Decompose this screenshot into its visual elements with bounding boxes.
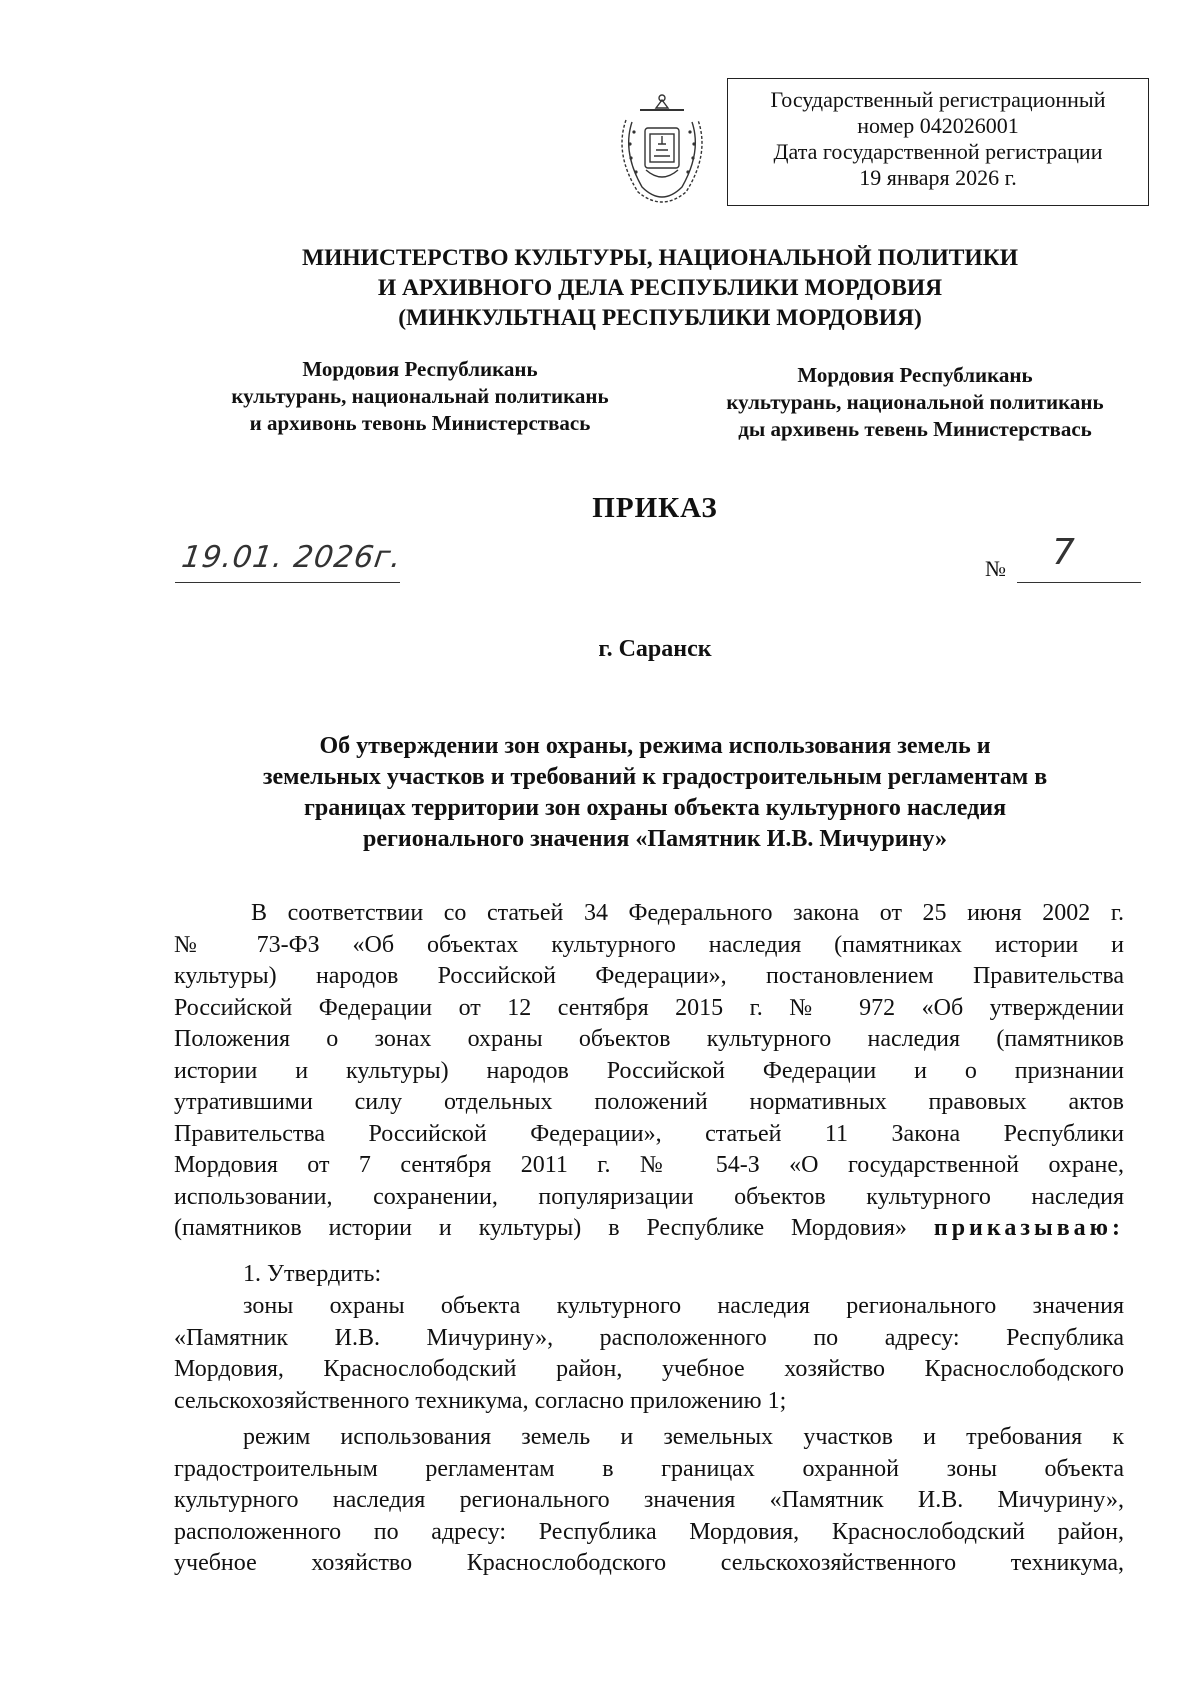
text-line: утратившими силу отдельных положений нормативных правовых актов [174,1089,1124,1115]
text-line: Российской Федерации от 12 сентября 2015 г. № 972 «Об утверждении [174,994,1124,1021]
order-date-handwritten: 19.01. 2026г. [179,540,405,575]
text-line: № 73-ФЗ «Об объектах культурного наследия (памятниках истории и [174,931,1124,958]
number-underline [1017,582,1141,583]
moksha-line2: культурань, национальнай политикань [231,384,609,408]
order-title: ПРИКАЗ [592,492,718,524]
ministry-header [200,243,1120,333]
ministry-name-moksha [185,356,655,437]
text-line: «Памятник И.В. Мичурину», расположенного по адресу: Республика [174,1324,1124,1351]
text-line: В соответствии со статьей 34 Федерального закона от 25 июня 2002 г. [251,900,1124,926]
document-title [190,731,1120,855]
text-line: Мордовия, Краснослободский район, учебное хозяйство Краснослободского [174,1356,1124,1382]
order-number-label: № [985,556,1006,581]
text-line: истории и культуры) народов Российской Федерации и о признании [174,1057,1124,1084]
order-verb: приказываю: [933,1215,1125,1241]
text-line: зоны охраны объекта культурного наследия регионального значения [243,1293,1124,1319]
registration-number: номер 042026001 [857,113,1019,138]
ministry-name-erzya [690,362,1140,443]
title-line4: регионального значения «Памятник И.В. Мичурину» [363,826,947,852]
text-line: расположенного по адресу: Республика Мордовия, Краснослободский район, [174,1518,1124,1545]
text-line: культурного наследия регионального значения «Памятник И.В. Мичурину», [174,1487,1124,1513]
item-1 [174,1259,1124,1291]
coat-of-arms-emblem [612,92,712,210]
text-line: учебное хозяйство Краснослободского сельскохозяйственного техникума, [174,1550,1124,1576]
moksha-line1: Мордовия Республикань [302,357,538,381]
erzya-line2: культурань, национальной политикань [726,390,1104,414]
ministry-line2: И АРХИВНОГО ДЕЛА РЕСПУБЛИКИ МОРДОВИЯ [377,275,943,301]
registration-line1: Государственный регистрационный [770,87,1106,112]
land-use-regime-paragraph [174,1422,1124,1580]
title-line2: земельных участков и требований к градостроительным регламентам в [262,764,1048,790]
text-line: Мордовия от 7 сентября 2011 г. № 54-З «О государственной охране, [174,1152,1124,1178]
registration-date: 19 января 2026 г. [859,165,1017,190]
preamble-paragraph [174,898,1124,1245]
text-line [174,1213,1124,1245]
registration-box [727,78,1149,206]
text-line: градостроительным регламентам в границах охранной зоны объекта [174,1455,1124,1482]
item-1-label: 1. Утвердить: [243,1261,382,1287]
preamble-last-text: (памятников истории и культуры) в Республике Мордовия» [174,1215,907,1241]
text-line: культуры) народов Российской Федерации», постановлением Правительства [174,963,1124,989]
text-line: Положения о зонах охраны объектов культурного наследия (памятников [174,1026,1124,1052]
ministry-line3: (МИНКУЛЬТНАЦ РЕСПУБЛИКИ МОРДОВИЯ) [398,305,922,331]
erzya-line3: ды архивень тевень Министерствась [738,417,1092,441]
text-line: использовании, сохранении, популяризации объектов культурного наследия [174,1183,1124,1210]
date-underline [175,582,400,583]
protection-zones-paragraph [174,1291,1124,1417]
text-line: Правительства Российской Федерации», статьей 11 Закона Республики [174,1120,1124,1147]
order-city: г. Саранск [598,636,712,662]
order-number-handwritten: 7 [1052,532,1075,573]
ministry-line1: МИНИСТЕРСТВО КУЛЬТУРЫ, НАЦИОНАЛЬНОЙ ПОЛИТИКИ [301,245,1019,271]
title-line1: Об утверждении зон охраны, режима использования земель и [319,733,991,759]
text-line: режим использования земель и земельных участков и требования к [243,1424,1124,1450]
moksha-line3: и архивонь тевонь Министерствась [249,411,591,435]
text-line: сельскохозяйственного техникума, согласно приложению 1; [174,1387,787,1414]
erzya-line1: Мордовия Республикань [797,363,1033,387]
registration-line3: Дата государственной регистрации [773,139,1103,164]
title-line3: границах территории зон охраны объекта культурного наследия [303,795,1007,821]
